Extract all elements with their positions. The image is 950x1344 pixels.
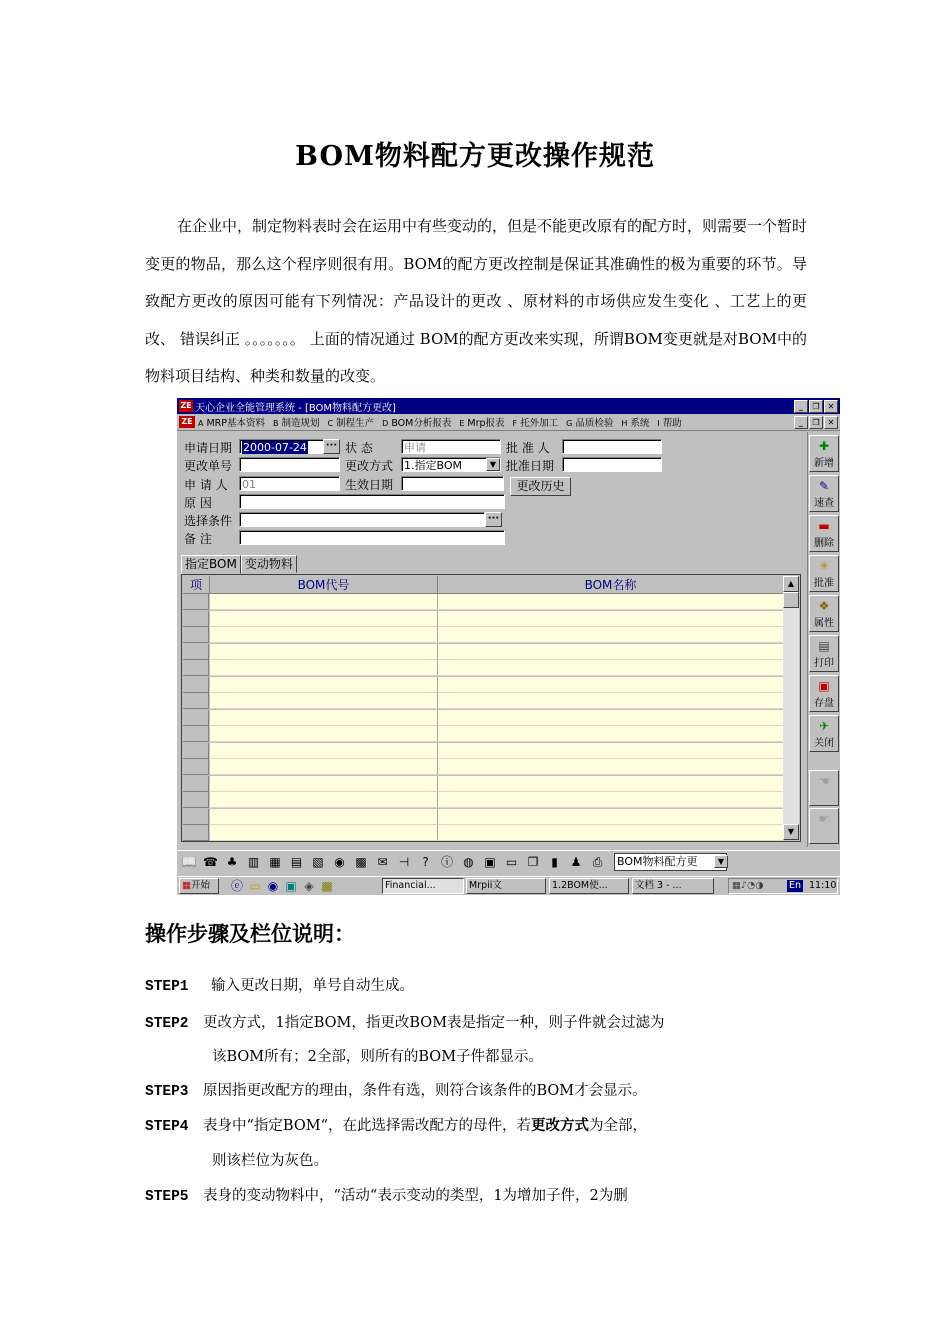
- app-screenshot: [177, 398, 840, 895]
- step-label: STEP3: [145, 1084, 189, 1100]
- apply-date-value: 2000-07-24: [243, 441, 307, 454]
- cell-bom-name[interactable]: [438, 809, 784, 825]
- search-icon: ✎: [818, 479, 830, 493]
- child-close-button[interactable]: ✕: [824, 416, 838, 429]
- copy-icon[interactable]: ❐: [527, 855, 539, 869]
- change-history-button[interactable]: 更改历史: [510, 477, 571, 496]
- close-window-button[interactable]: ✕: [824, 400, 838, 413]
- step-label: STEP2: [145, 1016, 189, 1032]
- sidebar-label: 新增: [814, 458, 834, 469]
- eye-icon[interactable]: ◉: [334, 855, 345, 869]
- cell-bom-name[interactable]: [438, 627, 784, 643]
- sidebar-label: 存盘: [814, 698, 834, 709]
- condition-label: 选择条件: [184, 514, 233, 528]
- change-no-label: 更改单号: [184, 459, 233, 473]
- row-header[interactable]: [183, 743, 209, 759]
- cell-bom-code[interactable]: [210, 743, 438, 759]
- tab-changed-materials[interactable]: 变动物料: [241, 555, 297, 573]
- child-minimize-button[interactable]: _: [794, 416, 808, 429]
- row-header[interactable]: [183, 759, 209, 775]
- next-icon: ☛: [818, 812, 830, 826]
- remark-label: 备 注: [184, 532, 212, 546]
- scroll-thumb[interactable]: [783, 592, 799, 608]
- cell-bom-name[interactable]: [438, 693, 784, 709]
- scroll-up-icon[interactable]: ▲: [783, 576, 799, 592]
- printer2-icon[interactable]: ⎙: [592, 855, 603, 869]
- approve-date-label: 批准日期: [506, 459, 555, 473]
- property-button[interactable]: [809, 595, 839, 632]
- cell-bom-code[interactable]: [210, 594, 438, 610]
- task-mrpii[interactable]: Mrpii文: [466, 878, 546, 894]
- clock: 11:10: [809, 880, 837, 891]
- condition-picker-button[interactable]: ···: [485, 512, 502, 527]
- ie-icon[interactable]: ⓔ: [230, 879, 243, 893]
- globe-icon[interactable]: ◍: [463, 855, 474, 869]
- remark-field[interactable]: [239, 530, 505, 545]
- cell-bom-name[interactable]: [438, 710, 784, 726]
- effective-date-label: 生效日期: [345, 478, 394, 492]
- step-1: [145, 974, 414, 995]
- title-bar: [177, 398, 840, 414]
- step-text: 原因指更改配方的理由，条件有选，则符合该条件的BOM才会显示。: [203, 1083, 647, 1099]
- row-header[interactable]: [183, 627, 209, 643]
- start-button[interactable]: [179, 878, 219, 894]
- cell-bom-code[interactable]: [210, 693, 438, 709]
- plus-button[interactable]: [809, 435, 839, 472]
- tab-specified-bom[interactable]: 指定BOM: [181, 555, 241, 574]
- book-icon[interactable]: 📖: [181, 855, 197, 869]
- status-label: 状 态: [345, 441, 373, 455]
- chart-icon[interactable]: ▥: [247, 855, 260, 869]
- grid-header-item: 项: [183, 576, 210, 594]
- mail-icon[interactable]: ✉: [377, 855, 388, 869]
- info-icon[interactable]: ⓘ: [440, 855, 453, 869]
- close-icon: ✈: [818, 719, 830, 733]
- grid-icon[interactable]: ▩: [355, 855, 367, 869]
- step-text-tail: 为全部，: [588, 1118, 647, 1134]
- step-3: [145, 1079, 647, 1100]
- row-header[interactable]: [183, 693, 209, 709]
- pin-icon[interactable]: ⊣: [398, 855, 410, 869]
- cell-bom-name[interactable]: [438, 743, 784, 759]
- menu-item-b[interactable]: B 制造规划: [273, 418, 320, 429]
- cell-bom-code[interactable]: [210, 660, 438, 676]
- cell-bom-name[interactable]: [438, 825, 784, 841]
- effective-date-field[interactable]: [401, 476, 504, 491]
- plus-icon: ✚: [818, 439, 830, 453]
- restore-button[interactable]: ❐: [809, 400, 823, 413]
- reason-label: 原 因: [184, 496, 212, 510]
- change-mode-label: 更改方式: [345, 459, 394, 473]
- row-header[interactable]: [183, 809, 209, 825]
- sidebar-label: 打印: [814, 658, 834, 669]
- printer-icon[interactable]: ▧: [312, 855, 324, 869]
- doc-icon[interactable]: ▤: [290, 855, 303, 869]
- menu-item-c[interactable]: C 制程生产: [327, 418, 375, 429]
- row-header[interactable]: [183, 594, 209, 610]
- cell-bom-name[interactable]: [438, 726, 784, 742]
- start-label: 开始: [190, 880, 210, 891]
- bom-change-form: [177, 432, 807, 847]
- cell-bom-name[interactable]: [438, 594, 784, 610]
- sidebar-label: 速查: [814, 498, 834, 509]
- step-emphasis: 更改方式: [530, 1117, 589, 1134]
- step-text: 更改方式，1指定BOM，指更改BOM表是指定一种，则子件就会过滤为: [203, 1015, 665, 1031]
- menu-item-e[interactable]: E Mrp报表: [459, 418, 505, 429]
- sidebar-label: 关闭: [814, 738, 834, 749]
- row-header[interactable]: [183, 644, 209, 660]
- calendar-icon[interactable]: ▦: [269, 855, 281, 869]
- apply-date-picker-button[interactable]: ···: [323, 439, 340, 454]
- menu-item-h[interactable]: H 系统: [621, 418, 650, 429]
- steps-heading: 操作步骤及栏位说明：: [145, 921, 355, 946]
- row-header[interactable]: [183, 710, 209, 726]
- menu-item-f[interactable]: F 托外加工: [512, 418, 559, 429]
- monitor-icon[interactable]: ▭: [505, 855, 518, 869]
- channel-icon[interactable]: ◈: [304, 879, 314, 893]
- calc-icon[interactable]: ▣: [484, 855, 496, 869]
- cell-bom-name[interactable]: [438, 644, 784, 660]
- row-header[interactable]: [183, 825, 209, 841]
- desktop-icon[interactable]: ▣: [285, 879, 297, 893]
- chart2-icon[interactable]: ▮: [551, 855, 558, 869]
- windows-logo-icon: ▦: [182, 880, 191, 891]
- cell-bom-code[interactable]: [210, 825, 438, 841]
- delete-icon: ▬: [818, 519, 830, 533]
- phone-icon[interactable]: ☎: [203, 855, 218, 869]
- task-document3[interactable]: 文档 3 - ...: [632, 878, 714, 894]
- applicant-label: 申 请 人: [184, 478, 228, 492]
- step-4-continuation: 则该栏位为灰色。: [212, 1153, 328, 1169]
- step-4: [145, 1114, 647, 1135]
- approver-label: 批 准 人: [506, 441, 550, 455]
- row-header[interactable]: [183, 611, 209, 627]
- cell-bom-code[interactable]: [210, 792, 438, 808]
- scroll-down-icon[interactable]: ▼: [783, 824, 799, 840]
- approver-field[interactable]: [562, 439, 662, 454]
- cell-bom-code[interactable]: [210, 726, 438, 742]
- system-tray: [728, 878, 838, 894]
- step-text: 表身中“指定BOM“，在此选择需改配方的母件，若: [203, 1118, 531, 1134]
- menu-item-g[interactable]: G 品质检验: [566, 418, 614, 429]
- close-button[interactable]: [809, 715, 839, 752]
- change-mode-value: 1.指定BOM: [404, 459, 462, 472]
- document-title: BOM物料配方更改操作规范: [295, 141, 655, 172]
- step-5: [145, 1184, 628, 1205]
- condition-field[interactable]: [239, 512, 485, 527]
- approve-icon: ✳: [818, 559, 830, 573]
- change-no-field[interactable]: [239, 457, 340, 472]
- cell-bom-code[interactable]: [210, 611, 438, 627]
- prev-icon: ☚: [818, 774, 830, 788]
- minimize-button[interactable]: _: [794, 400, 808, 413]
- window-title: 天心企业全能管理系统 - [BOM物料配方更改]: [195, 403, 396, 414]
- tray-icons: ▦♪◔◑: [732, 880, 764, 891]
- step-2: [145, 1011, 665, 1032]
- step-label: STEP1: [145, 979, 189, 995]
- bom-grid: [181, 574, 801, 842]
- approve-date-field[interactable]: [562, 457, 662, 472]
- cell-bom-name[interactable]: [438, 776, 784, 792]
- apply-date-label: 申请日期: [184, 441, 233, 455]
- next-record-button[interactable]: [809, 808, 839, 844]
- cell-bom-code[interactable]: [210, 710, 438, 726]
- row-header[interactable]: [183, 660, 209, 676]
- user-icon[interactable]: ♟: [570, 855, 582, 869]
- action-sidebar: [807, 432, 840, 847]
- menu-bar: [177, 414, 840, 431]
- people-icon[interactable]: ♣: [226, 855, 238, 869]
- language-indicator[interactable]: En: [789, 880, 802, 891]
- bottom-toolbar: [177, 850, 840, 875]
- task-bom-doc[interactable]: 1.2BOM使...: [549, 878, 629, 894]
- save-button[interactable]: [809, 675, 839, 712]
- quicklaunch-icon[interactable]: ▩: [321, 879, 333, 893]
- cell-bom-name[interactable]: [438, 792, 784, 808]
- cell-bom-code[interactable]: [210, 627, 438, 643]
- delete-button[interactable]: [809, 515, 839, 552]
- outlook-icon[interactable]: ◉: [267, 879, 279, 893]
- sidebar-label: 批准: [814, 578, 834, 589]
- chevron-down-icon[interactable]: ▼: [714, 855, 728, 868]
- property-icon: ❖: [818, 599, 830, 613]
- grid-scrollbar[interactable]: [783, 576, 799, 840]
- row-header[interactable]: [183, 677, 209, 693]
- child-logo-icon: ZE: [179, 416, 195, 428]
- cell-bom-name[interactable]: [438, 660, 784, 676]
- task-financial[interactable]: Financial...: [382, 878, 464, 894]
- window-switch-select[interactable]: [614, 853, 727, 871]
- sidebar-label: 属性: [814, 618, 834, 629]
- print-icon: ▤: [818, 639, 830, 653]
- step-text: 表身的变动物料中，“活动“表示变动的类型，1为增加子件，2为删: [203, 1188, 628, 1204]
- sidebar-label: 删除: [814, 538, 834, 549]
- folder-icon[interactable]: ▭: [249, 879, 261, 893]
- intro-paragraph: 在企业中，制定物料表时会在运用中有些变动的，但是不能更改原有的配方时，则需要一个暂时变更的物品，那么这个程序则很有用。BOM的配方更改控制是保证其准确性的极为重要的环节。导致配方更改的原因可能有下列情况：产品设计的更改 、原材料的市场供应发生变化 、工艺上的更改、 错误纠正 。。。。。。。 上面的情况通过 BOM的配方更改来实现，所谓BOM变更就是对BOM中的物料项目结构、种类和数量的改变。: [145, 217, 808, 385]
- search-button[interactable]: [809, 475, 839, 512]
- child-restore-button[interactable]: ❐: [809, 416, 823, 429]
- app-logo-icon: ZE: [180, 401, 192, 410]
- menu-item-d[interactable]: D BOM分析报表: [382, 418, 452, 429]
- prev-record-button[interactable]: [809, 770, 839, 806]
- cell-bom-name[interactable]: [438, 677, 784, 693]
- row-header[interactable]: [183, 776, 209, 792]
- window-switch-value: BOM物料配方更: [617, 855, 698, 868]
- row-header[interactable]: [183, 792, 209, 808]
- menu-item-a[interactable]: A MRP基本资料: [198, 418, 266, 429]
- taskbar: [177, 876, 840, 895]
- applicant-field[interactable]: 01: [239, 476, 340, 491]
- grid-header-bom-name: BOM名称: [438, 576, 784, 594]
- apply-date-field[interactable]: [239, 439, 324, 454]
- print-button[interactable]: [809, 635, 839, 672]
- chevron-down-icon[interactable]: ▼: [486, 458, 500, 471]
- save-icon: ▣: [818, 679, 830, 693]
- menu-item-i[interactable]: I 帮助: [657, 418, 682, 429]
- cell-bom-code[interactable]: [210, 776, 438, 792]
- row-header[interactable]: [183, 726, 209, 742]
- step-text: 输入更改日期，单号自动生成。: [211, 978, 414, 994]
- help-icon[interactable]: ?: [422, 855, 429, 869]
- cell-bom-code[interactable]: [210, 644, 438, 660]
- step-2-continuation: 该BOM所有；2全部，则所有的BOM子件都显示。: [212, 1049, 544, 1065]
- cell-bom-code[interactable]: [210, 809, 438, 825]
- cell-bom-name[interactable]: [438, 611, 784, 627]
- approve-button[interactable]: [809, 555, 839, 592]
- cell-bom-code[interactable]: [210, 759, 438, 775]
- reason-field[interactable]: [239, 494, 505, 509]
- step-label: STEP5: [145, 1189, 189, 1205]
- status-field: 申请: [401, 439, 501, 454]
- cell-bom-name[interactable]: [438, 759, 784, 775]
- grid-header-bom-code: BOM代号: [210, 576, 438, 594]
- cell-bom-code[interactable]: [210, 677, 438, 693]
- step-label: STEP4: [145, 1119, 189, 1135]
